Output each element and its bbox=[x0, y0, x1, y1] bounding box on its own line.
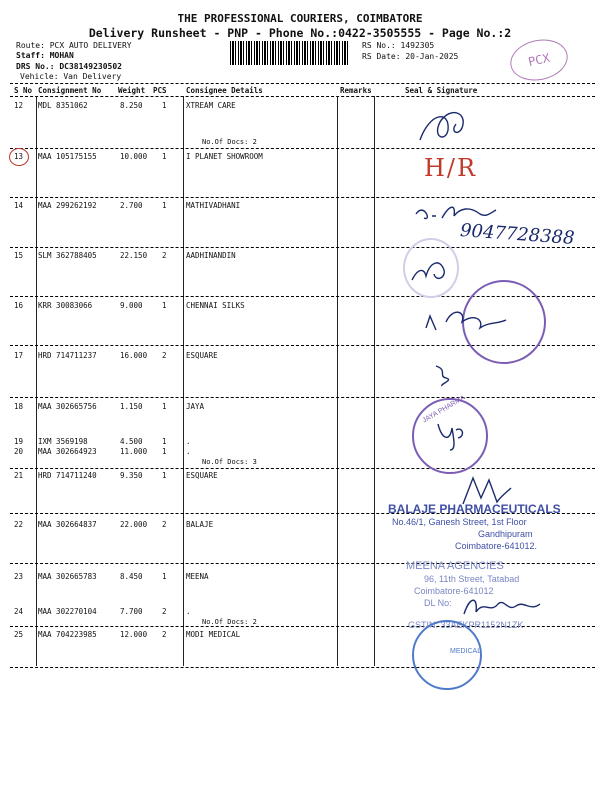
route-text: Route: PCX AUTO DELIVERY bbox=[16, 41, 132, 50]
row-weight: 1.150 bbox=[120, 402, 143, 411]
row-consignment: MAA 302665783 bbox=[38, 572, 97, 581]
col-seal: Seal & Signature bbox=[405, 86, 478, 95]
row-pcs: 2 bbox=[162, 630, 167, 639]
col-divider bbox=[36, 96, 37, 666]
row-consignment: MAA 299262192 bbox=[38, 201, 97, 210]
balaji-stamp-title: BALAJE PHARMACEUTICALS bbox=[388, 502, 561, 516]
modi-medical-stamp bbox=[412, 620, 482, 690]
row-weight: 10.000 bbox=[120, 152, 148, 161]
row-sno: 21 bbox=[14, 471, 24, 480]
row-consignment: MAA 302270104 bbox=[38, 607, 97, 616]
row-sno: 12 bbox=[14, 101, 24, 110]
col-weight: Weight bbox=[118, 86, 146, 95]
row-consignee: BALAJE bbox=[186, 520, 214, 529]
row-consignment: KRR 30083066 bbox=[38, 301, 93, 310]
row-consignee: AADHINANDIN bbox=[186, 251, 236, 260]
company-title: THE PROFESSIONAL COURIERS, COIMBATORE bbox=[177, 12, 423, 25]
balaji-stamp-line2: Gandhipuram bbox=[478, 529, 533, 539]
row-docs: No.Of Docs: 2 bbox=[202, 618, 257, 626]
row-consignment: IXM 3569198 bbox=[38, 437, 88, 446]
row-sno: 22 bbox=[14, 520, 24, 529]
col-divider bbox=[183, 96, 184, 666]
row-weight: 9.350 bbox=[120, 471, 143, 480]
row-pcs: 1 bbox=[162, 301, 167, 310]
row-weight: 9.000 bbox=[120, 301, 143, 310]
row-weight: 11.000 bbox=[120, 447, 148, 456]
row-pcs: 2 bbox=[162, 520, 167, 529]
signature-row17 bbox=[430, 360, 460, 390]
balaji-stamp-line3: Coimbatore-641012. bbox=[455, 541, 538, 551]
row-consignment: MAA 302664923 bbox=[38, 447, 97, 456]
row-sno: 13 bbox=[14, 152, 24, 161]
drs-number: DRS No.: DC38149230502 bbox=[16, 62, 122, 71]
row-consignee: CHENNAI SILKS bbox=[186, 301, 245, 310]
meena-stamp-gstin: GSTIN: 33AEKPR1152N1ZK bbox=[408, 620, 524, 630]
row-consignee: MODI MEDICAL bbox=[186, 630, 241, 639]
row-pcs: 1 bbox=[162, 152, 167, 161]
row-sno: 15 bbox=[14, 251, 24, 260]
jaya-stamp-text: JAYA PHARMA bbox=[421, 394, 467, 425]
row-pcs: 2 bbox=[162, 607, 167, 616]
row-docs: No.Of Docs: 3 bbox=[202, 458, 257, 466]
row-consignment: HRD 714711240 bbox=[38, 471, 97, 480]
row-consignee: MATHIVADHANI bbox=[186, 201, 241, 210]
row-weight: 12.000 bbox=[120, 630, 148, 639]
handwritten-phone: 9047728388 bbox=[459, 220, 576, 249]
rs-date: RS Date: 20-Jan-2025 bbox=[362, 52, 459, 61]
row-pcs: 1 bbox=[162, 402, 167, 411]
signature-row15 bbox=[406, 252, 452, 290]
runsheet-subtitle: Delivery Runsheet - PNP - Phone No.:0422-3505555 - Page No.:2 bbox=[88, 26, 512, 40]
row-pcs: 2 bbox=[162, 351, 167, 360]
signature-row18 bbox=[428, 410, 472, 454]
row-consignee: I PLANET SHOWROOM bbox=[186, 152, 263, 161]
row-sno: 25 bbox=[14, 630, 24, 639]
row-pcs: 1 bbox=[162, 447, 167, 456]
meena-stamp-title: MEENA AGENCIES bbox=[406, 560, 504, 572]
handwritten-hr: H/R bbox=[424, 154, 478, 182]
row-pcs: 1 bbox=[162, 101, 167, 110]
row-sno: 23 bbox=[14, 572, 24, 581]
row-weight: 16.000 bbox=[120, 351, 148, 360]
row-separator bbox=[10, 468, 595, 469]
row-weight: 22.150 bbox=[120, 251, 148, 260]
row-pcs: 1 bbox=[162, 471, 167, 480]
row-sno: 17 bbox=[14, 351, 24, 360]
row-consignee: ESQUARE bbox=[186, 471, 218, 480]
row-pcs: 1 bbox=[162, 437, 167, 446]
row-circle-mark bbox=[9, 148, 29, 166]
pcx-stamp: PCX bbox=[506, 34, 571, 85]
col-consignee: Consignee Details bbox=[186, 86, 263, 95]
row-consignee: . bbox=[186, 607, 191, 616]
row-consignee: . bbox=[186, 447, 191, 456]
row-consignee: JAYA bbox=[186, 402, 205, 411]
row-consignment: MAA 105175155 bbox=[38, 152, 97, 161]
signature-row23 bbox=[460, 590, 560, 626]
signature-row16 bbox=[422, 300, 512, 340]
row-sno: 19 bbox=[14, 437, 24, 446]
row-consignee: . bbox=[186, 437, 191, 446]
row-consignee: MEENA bbox=[186, 572, 209, 581]
row-weight: 8.250 bbox=[120, 101, 143, 110]
balaji-stamp-line1: No.46/1, Ganesh Street, 1st Floor bbox=[392, 517, 527, 527]
meena-stamp-dl: DL No: bbox=[424, 598, 452, 608]
row-separator bbox=[10, 667, 595, 668]
row-consignment: MAA 302664837 bbox=[38, 520, 97, 529]
col-sno: S No bbox=[14, 86, 33, 95]
row-consignment: SLM 362788405 bbox=[38, 251, 97, 260]
header-bottom-rule bbox=[10, 96, 595, 97]
vehicle-text: Vehicle: Van Delivery bbox=[20, 72, 122, 81]
row-weight: 22.000 bbox=[120, 520, 148, 529]
row-pcs: 1 bbox=[162, 201, 167, 210]
row-consignment: HRD 714711237 bbox=[38, 351, 97, 360]
row-consignment: MAA 704223985 bbox=[38, 630, 97, 639]
signature-row14 bbox=[410, 198, 500, 228]
col-remarks: Remarks bbox=[340, 86, 372, 95]
row-sno: 16 bbox=[14, 301, 24, 310]
row-consignee: ESQUARE bbox=[186, 351, 218, 360]
row-consignment: MDL 8351062 bbox=[38, 101, 88, 110]
row-docs: No.Of Docs: 2 bbox=[202, 138, 257, 146]
row-separator bbox=[10, 563, 595, 564]
col-pcs: PCS bbox=[153, 86, 167, 95]
meena-stamp-line1: 96, 11th Street, Tatabad bbox=[424, 574, 520, 584]
row-separator bbox=[10, 197, 595, 198]
row-sno: 14 bbox=[14, 201, 24, 210]
row-pcs: 2 bbox=[162, 251, 167, 260]
row-weight: 8.450 bbox=[120, 572, 143, 581]
row-weight: 2.700 bbox=[120, 201, 143, 210]
meena-stamp-line2: Coimbatore-641012 bbox=[414, 586, 494, 596]
row-weight: 7.700 bbox=[120, 607, 143, 616]
modi-stamp-text: MEDICAL bbox=[450, 648, 482, 655]
row-sno: 20 bbox=[14, 447, 24, 456]
row-weight: 4.500 bbox=[120, 437, 143, 446]
row-sno: 18 bbox=[14, 402, 24, 411]
col-divider bbox=[374, 96, 375, 666]
col-consignment: Consignment No bbox=[38, 86, 102, 95]
header-top-rule bbox=[10, 83, 595, 84]
row-separator bbox=[10, 148, 595, 149]
row-separator bbox=[10, 397, 595, 398]
row-separator bbox=[10, 247, 595, 248]
signature-row12 bbox=[410, 102, 480, 148]
row-consignee: XTREAM CARE bbox=[186, 101, 236, 110]
row-sno: 24 bbox=[14, 607, 24, 616]
staff-text: Staff: MOHAN bbox=[16, 51, 74, 60]
row-consignment: MAA 302665756 bbox=[38, 402, 97, 411]
rs-number: RS No.: 1492305 bbox=[362, 41, 435, 50]
col-divider bbox=[337, 96, 338, 666]
row-pcs: 1 bbox=[162, 572, 167, 581]
barcode bbox=[230, 41, 350, 65]
